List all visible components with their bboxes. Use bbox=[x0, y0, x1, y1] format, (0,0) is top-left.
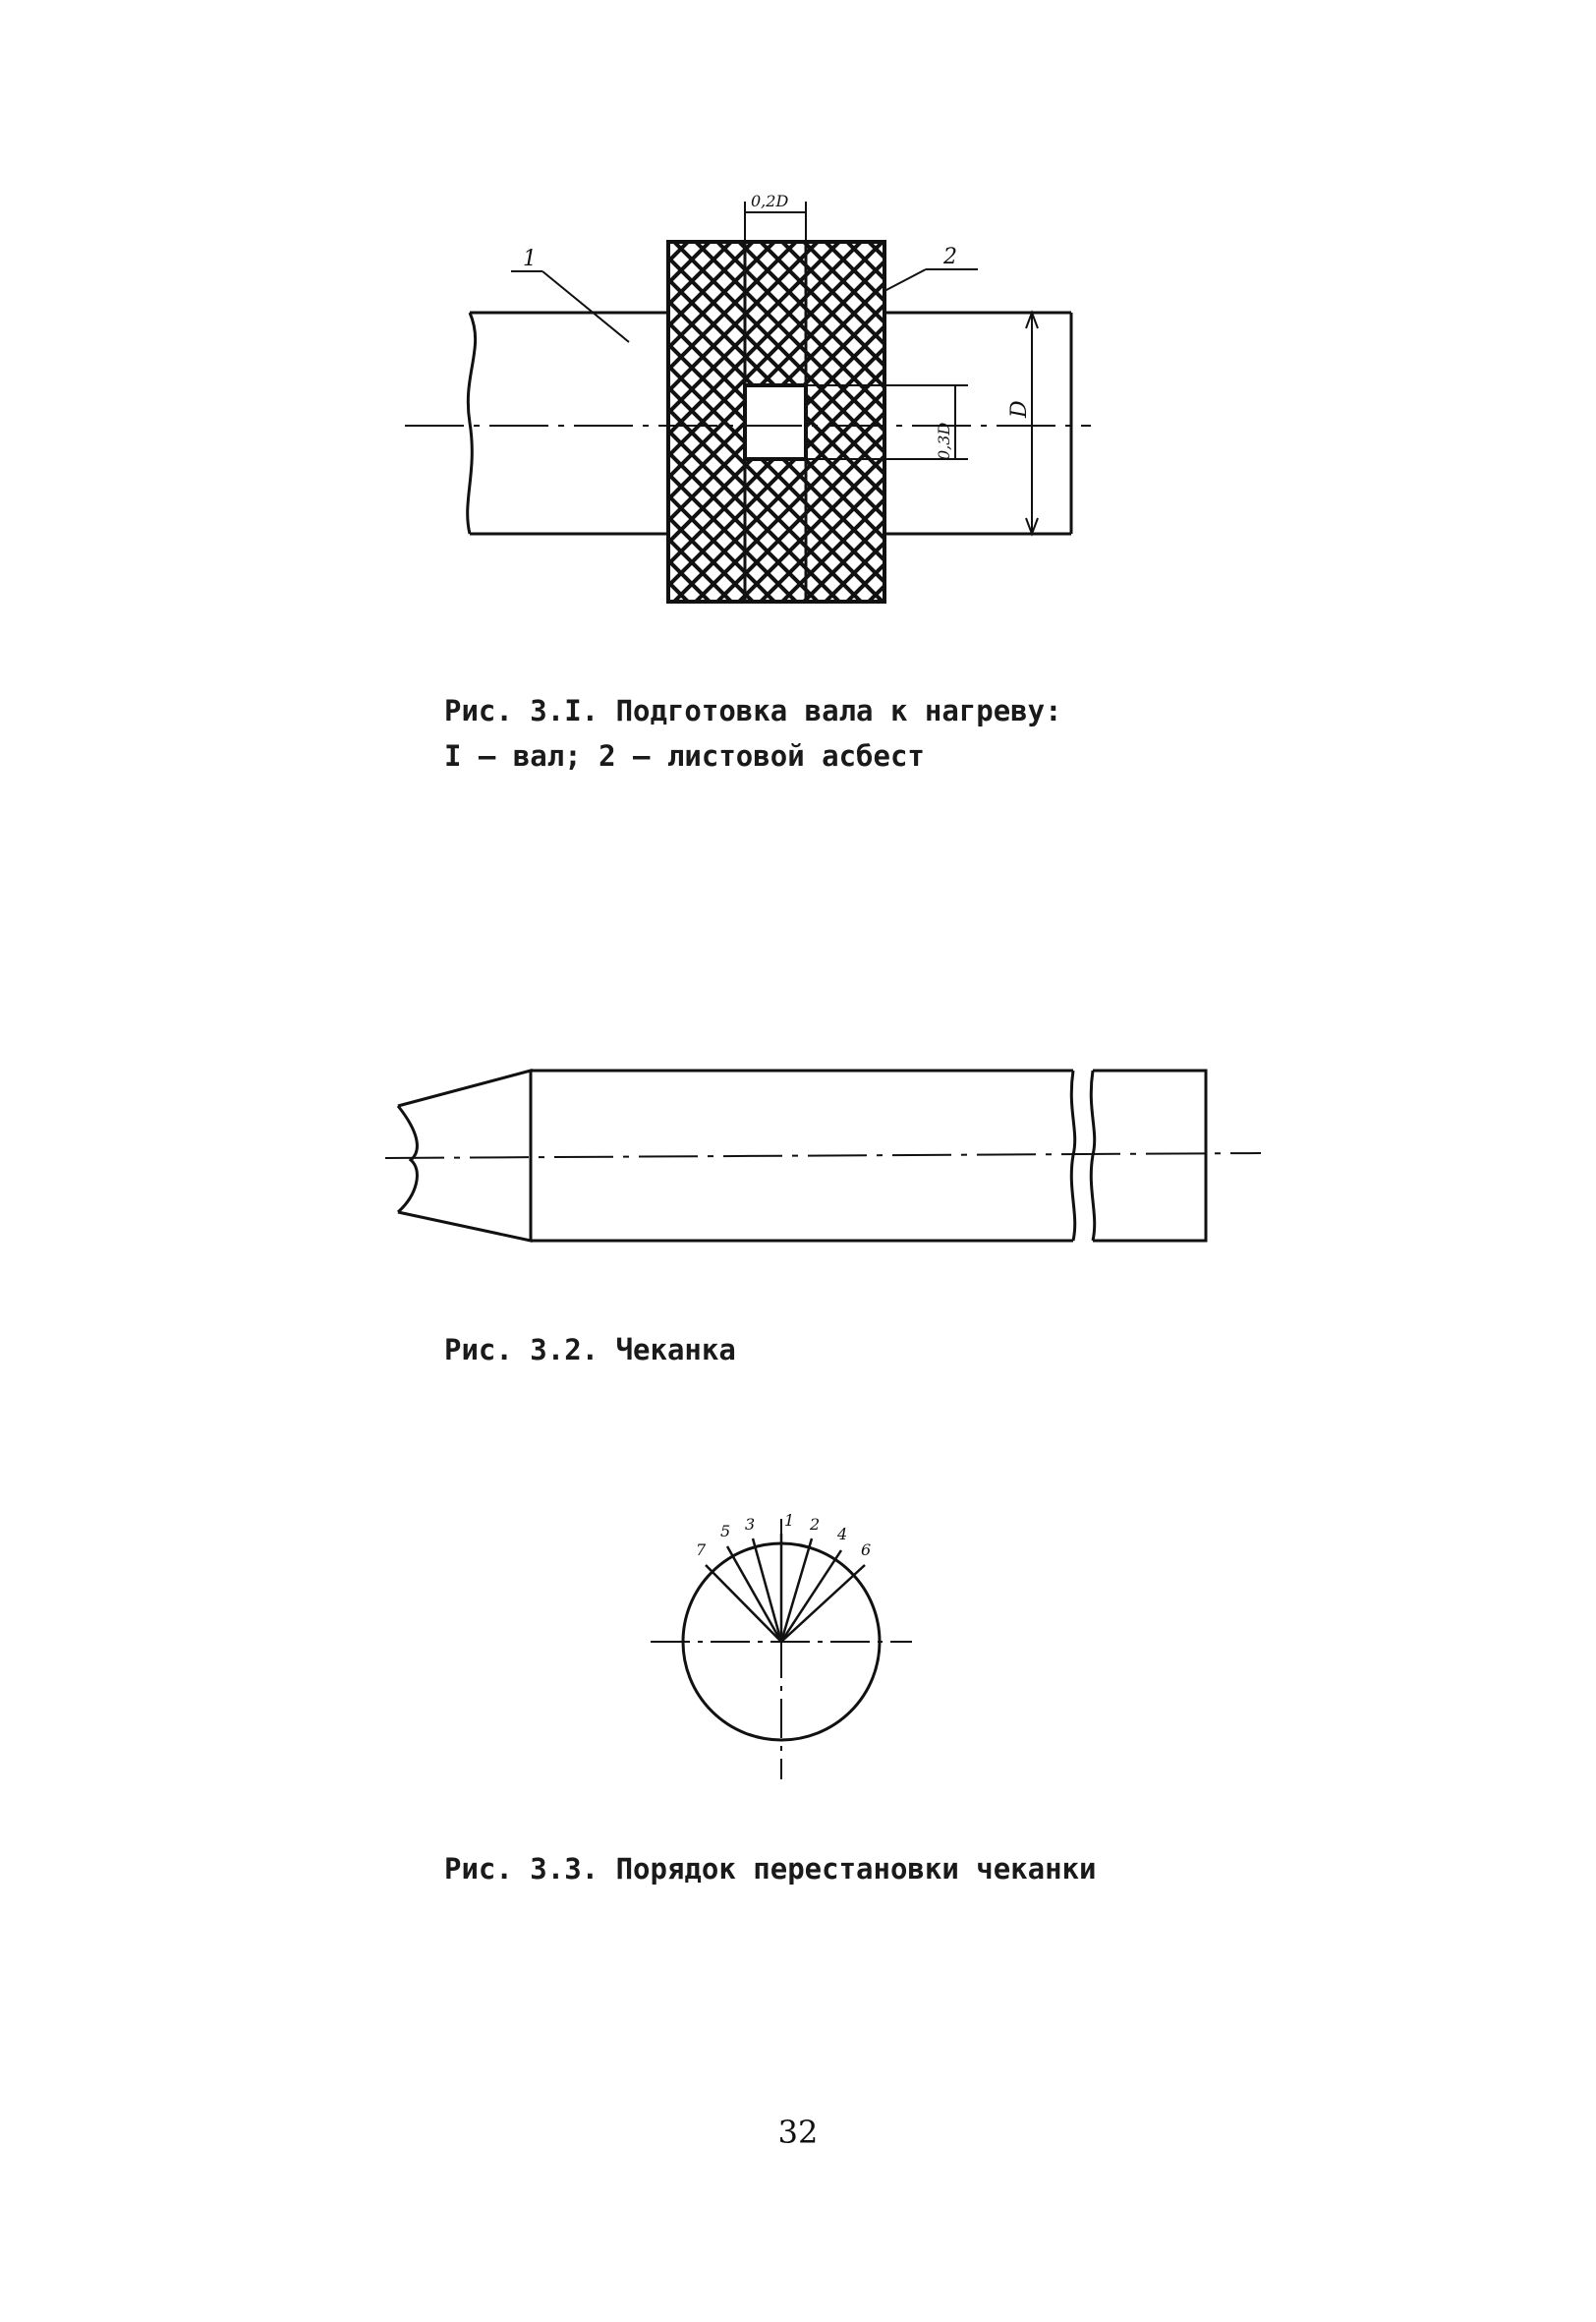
dim-top-label: 0,2D bbox=[751, 192, 789, 210]
ray-label-3: 3 bbox=[745, 1515, 756, 1534]
ray-label-4: 4 bbox=[837, 1525, 848, 1543]
dim-hole-label: 0,3D bbox=[935, 422, 953, 460]
rays bbox=[706, 1534, 865, 1642]
leader-2-label: 2 bbox=[943, 245, 957, 269]
ray-label-1: 1 bbox=[784, 1511, 795, 1530]
figure3-caption: Рис. 3.3. Порядок перестановки чеканки bbox=[444, 1852, 1097, 1886]
ray-label-2: 2 bbox=[810, 1515, 821, 1534]
ray-label-5: 5 bbox=[720, 1522, 731, 1540]
ray-label-6: 6 bbox=[861, 1540, 872, 1559]
figure1-caption-line1: Рис. 3.I. Подготовка вала к нагреву: bbox=[444, 694, 1062, 727]
figure2-caption: Рис. 3.2. Чеканка bbox=[444, 1333, 736, 1366]
page-number: 32 bbox=[777, 2114, 819, 2151]
figure1-caption-line2: I – вал; 2 – листовой асбест bbox=[444, 739, 925, 773]
leader-1-label: 1 bbox=[523, 247, 537, 271]
dim-diameter-label: D bbox=[1007, 400, 1032, 418]
ray-label-7: 7 bbox=[696, 1540, 707, 1559]
